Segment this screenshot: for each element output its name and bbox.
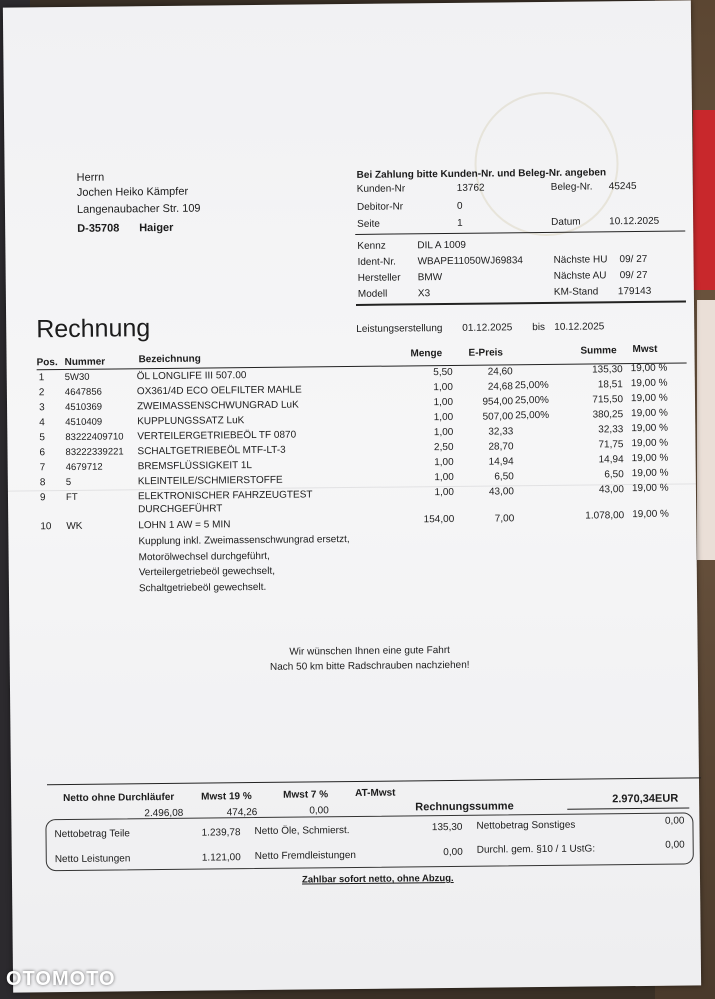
totals-top-divider	[47, 777, 701, 785]
item-nummer: 4510409	[65, 416, 103, 428]
item-summe: 715,50	[592, 394, 624, 406]
item-menge: 1,00	[433, 426, 454, 439]
greeting-line1: Wir wünschen Ihnen eine gute Fahrt	[289, 644, 451, 658]
col-pos: Pos.	[36, 357, 58, 369]
breakdown-box	[45, 812, 694, 871]
item-epreis: 6,50	[494, 471, 514, 483]
item-bezeichnung: ÖL LONGLIFE III 507.00	[136, 370, 247, 383]
item-menge: 1,00	[433, 381, 453, 394]
item-epreis: 507,00	[482, 411, 514, 423]
item-mwst: 19,00 %	[631, 422, 669, 435]
item-pos: 4	[39, 417, 45, 429]
leistungen-value: 1.121,00	[201, 852, 241, 864]
item-pos: 3	[38, 402, 45, 414]
item-pos: 7	[39, 462, 46, 474]
beleg-nr-value: 45245	[608, 181, 637, 193]
col-menge: Menge	[410, 348, 443, 360]
item-summe: 14,94	[598, 454, 624, 466]
item-nummer: FT	[65, 491, 78, 503]
item-epreis: 24,68	[487, 381, 513, 393]
note-line: Verteilergetriebeöl gewechselt,	[138, 565, 276, 579]
item-menge: 154,00	[423, 513, 455, 526]
item-bezeichnung: KLEINTEILE/SCHMIERSTOFFE	[137, 474, 283, 488]
coffee-stain	[474, 91, 620, 237]
mwst19-label: Mwst 19 %	[201, 791, 252, 803]
oele-label: Netto Öle, Schmierst.	[254, 825, 350, 838]
item-bezeichnung: ZWEIMASSENSCHWUNGRAD LuK	[136, 399, 299, 413]
item-rabatt: 25,00%	[515, 409, 550, 422]
item-summe: 18,51	[597, 379, 623, 391]
col-bezeichnung: Bezeichnung	[138, 353, 201, 366]
fremd-value: 0,00	[443, 846, 463, 859]
summe-amount: 2.970,34	[612, 792, 656, 806]
leistungen-label: Netto Leistungen	[54, 853, 131, 866]
item-rabatt: 25,00%	[514, 394, 549, 407]
fremd-label: Netto Fremdleistungen	[254, 849, 356, 863]
item-mwst: 19,00 %	[631, 482, 669, 495]
sonstiges-label: Nettobetrag Sonstiges	[476, 819, 576, 832]
km-value: 179143	[617, 285, 652, 298]
item-summe: 135,30	[592, 364, 623, 376]
period-to-label: bis	[532, 321, 546, 334]
item-pos: 6	[39, 447, 46, 459]
period-from: 01.12.2025	[462, 322, 513, 334]
debitor-value: 0	[456, 200, 463, 212]
hersteller-value: BMW	[417, 272, 443, 284]
teile-label: Nettobetrag Teile	[54, 828, 130, 841]
item-epreis: 14,94	[488, 456, 514, 468]
summe-underline	[567, 807, 689, 809]
item-pos: 10	[40, 521, 52, 533]
item-pos: 5	[39, 432, 45, 444]
item-mwst: 19,00 %	[631, 407, 668, 420]
note-line: Kupplung inkl. Zweimassenschwungrad ersetzt,	[138, 534, 350, 548]
seite-value: 1	[457, 217, 463, 229]
summe-currency: EUR	[654, 792, 679, 805]
item-menge: 1,00	[434, 486, 455, 499]
at-mwst-label: AT-Mwst	[355, 787, 396, 799]
item-epreis: 7,00	[494, 513, 515, 525]
hu-value: 09/ 27	[619, 253, 648, 266]
item-summe: 71,75	[598, 439, 624, 451]
recipient-city: Haiger	[139, 221, 174, 235]
col-mwst: Mwst	[632, 343, 658, 356]
modell-label: Modell	[357, 288, 388, 300]
otomoto-watermark: OTOMOTO	[6, 968, 116, 990]
item-summe: 6,50	[604, 469, 624, 481]
item-summe: 43,00	[598, 484, 625, 496]
datum-value: 10.12.2025	[609, 215, 660, 228]
item-mwst: 19,00 %	[630, 377, 668, 390]
period-label: Leistungserstellung	[356, 323, 443, 335]
payment-terms: Zahlbar sofort netto, ohne Abzug.	[301, 872, 454, 886]
km-label: KM-Stand	[553, 286, 599, 298]
au-label: Nächste AU	[553, 270, 607, 282]
background-red-object	[693, 110, 715, 290]
item-nummer: 4647856	[64, 386, 102, 399]
item-menge: 1,00	[434, 471, 454, 484]
item-pos: 9	[39, 492, 46, 504]
item-menge: 1,00	[433, 396, 454, 409]
note-line: Motorölwechsel durchgeführt,	[138, 550, 270, 564]
item-pos: 1	[38, 372, 45, 384]
datum-label: Datum	[551, 216, 581, 228]
netto-value: 2.496,08	[144, 807, 184, 820]
item-mwst: 19,00 %	[631, 437, 669, 450]
item-epreis: 28,70	[488, 441, 514, 453]
item-epreis: 954,00	[482, 396, 514, 408]
recipient-name: Jochen Heiko Kämpfer	[76, 185, 189, 199]
au-value: 09/ 27	[619, 269, 648, 282]
recipient-salutation: Herrn	[76, 171, 105, 184]
beleg-nr-label: Beleg-Nr.	[550, 181, 593, 193]
summe-label: Rechnungssumme	[415, 800, 514, 814]
payment-note: Bei Zahlung bitte Kunden-Nr. und Beleg-Nr. angeben	[356, 167, 607, 181]
item-bezeichnung: OX361/4D ECO OELFILTER MAHLE	[136, 384, 302, 398]
item-summe: 32,33	[598, 424, 624, 436]
modell-value: X3	[417, 288, 431, 300]
vehicle-divider	[356, 300, 686, 305]
item-bezeichnung: VERTEILERGETRIEBEÖL TF 0870	[137, 429, 297, 443]
item-nummer: 5W30	[64, 371, 90, 384]
greeting-line2: Nach 50 km bitte Radschrauben nachziehen!	[269, 659, 470, 673]
item-epreis: 43,00	[488, 486, 515, 498]
item-bezeichnung: ELEKTRONISCHER FAHRZEUGTEST	[137, 489, 313, 503]
page-title: Rechnung	[36, 314, 151, 344]
recipient-street: Langenaubacher Str. 109	[76, 202, 201, 216]
item-bezeichnung: LOHN 1 AW = 5 MIN	[138, 519, 231, 532]
debitor-label: Debitor-Nr	[356, 201, 404, 213]
ident-value: WBAPE11050WJ69834	[417, 255, 524, 268]
kunden-nr-label: Kunden-Nr	[356, 183, 406, 195]
item-mwst: 19,00 %	[630, 362, 668, 375]
mwst7-label: Mwst 7 %	[283, 789, 329, 801]
oele-value: 135,30	[431, 821, 463, 834]
sonstiges-value: 0,00	[664, 815, 685, 827]
netto-label: Netto ohne Durchläufer	[63, 791, 175, 805]
kennz-label: Kennz	[357, 240, 386, 252]
recipient-zip: D-35708	[77, 222, 120, 235]
item-summe: 1.078,00	[585, 510, 625, 522]
item-summe: 380,25	[592, 409, 624, 421]
item-nummer: WK	[66, 520, 83, 532]
durchl-value: 0,00	[665, 839, 685, 851]
kunden-nr-value: 13762	[456, 182, 485, 194]
col-summe: Summe	[580, 345, 617, 357]
item-nummer: 5	[65, 476, 72, 488]
hu-label: Nächste HU	[553, 254, 608, 266]
item-nummer: 4679712	[65, 461, 103, 473]
item-pos: 2	[38, 387, 45, 399]
col-epreis: E-Preis	[468, 347, 504, 359]
kennz-value: DIL A 1009	[417, 239, 466, 252]
item-bezeichnung: KUPPLUNGSSATZ LuK	[137, 415, 245, 428]
item-bezeichnung: BREMSFLÜSSIGKEIT 1L	[137, 460, 253, 473]
summe-value	[612, 793, 678, 806]
item-mwst: 19,00 %	[631, 467, 669, 480]
item-menge: 5,50	[433, 366, 453, 379]
item-epreis: 32,33	[488, 426, 514, 438]
item-mwst: 19,00 %	[630, 392, 668, 405]
item-pos: 8	[39, 477, 46, 489]
ident-label: Ident-Nr.	[357, 256, 396, 268]
item-mwst: 19,00 %	[632, 508, 669, 521]
item-nummer: 83222339221	[65, 446, 124, 458]
item-nummer: 4510369	[64, 401, 103, 413]
item-menge: 1,00	[433, 411, 454, 424]
item-bezeichnung: SCHALTGETRIEBEÖL MTF-LT-3	[137, 444, 286, 458]
item-nummer: 83222409710	[65, 431, 124, 443]
seite-label: Seite	[357, 218, 381, 230]
durchl-label: Durchl. gem. §10 / 1 UstG:	[476, 843, 596, 856]
note-line: Schaltgetriebeöl gewechselt.	[138, 581, 267, 595]
invoice-paper	[3, 0, 701, 992]
item-menge: 2,50	[433, 441, 454, 454]
item-mwst: 19,00 %	[631, 452, 669, 465]
item-rabatt: 25,00%	[514, 379, 549, 392]
background-light-object	[697, 300, 715, 560]
mwst7-value: 0,00	[309, 805, 329, 817]
item-menge: 1,00	[434, 456, 454, 469]
item-bezeichnung-continued: DURCHGEFÜHRT	[138, 503, 223, 516]
col-nummer: Nummer	[64, 356, 106, 369]
item-epreis: 24,60	[487, 366, 513, 378]
mwst19-value: 474,26	[226, 807, 258, 819]
hersteller-label: Hersteller	[357, 272, 401, 284]
period-to: 10.12.2025	[554, 321, 605, 333]
teile-value: 1.239,78	[201, 827, 241, 839]
